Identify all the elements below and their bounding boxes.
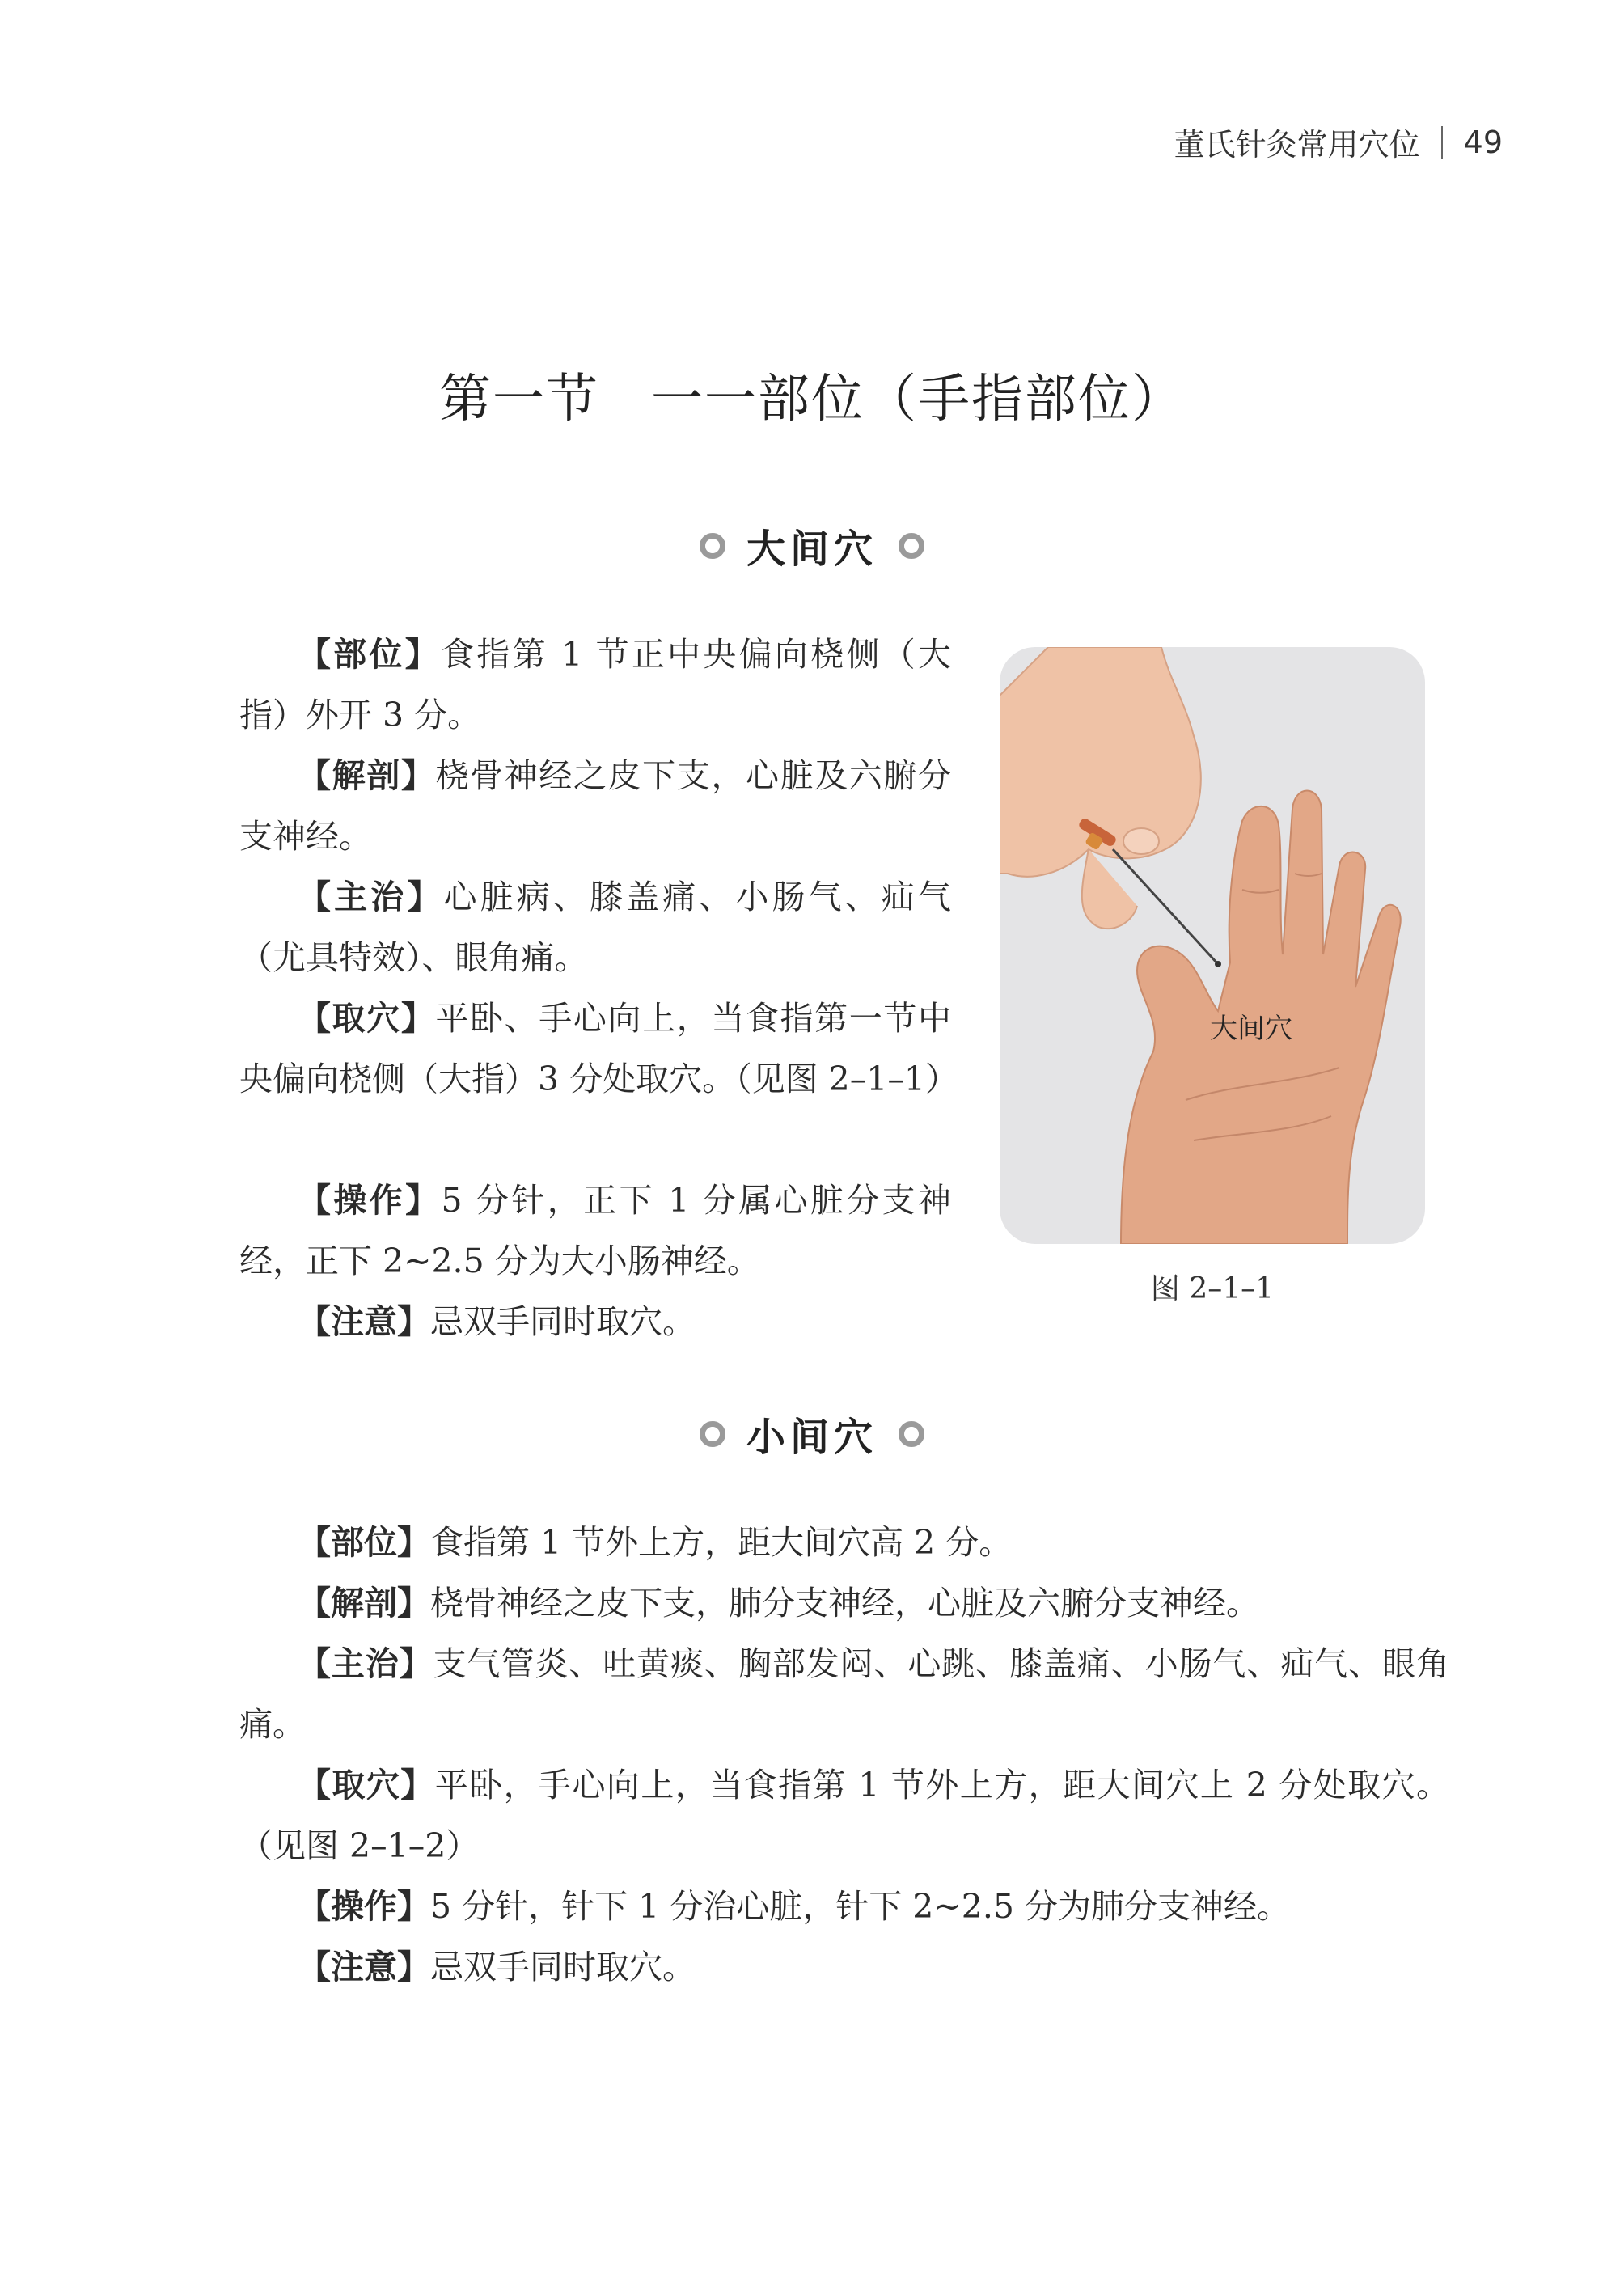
figure-hand-photo [1000, 647, 1425, 1244]
paragraph-caution: 【注意】忌双手同时取穴。 [298, 1302, 696, 1341]
running-title: 董氏针灸常用穴位 [1174, 127, 1420, 163]
paragraph-location: 【部位】食指第 1 节正中央偏向桡侧（大指）外开 3 分。 [239, 635, 951, 734]
paragraph-locating: 【取穴】平卧、手心向上，当食指第一节中央偏向桡侧（大指）3 分处取穴。（见图 2–1–1） [239, 999, 958, 1098]
running-header [1174, 120, 1503, 164]
figure-point-label: 大间穴 [1210, 1013, 1292, 1045]
paragraph-caution: 【注意】忌双手同时取穴。 [298, 1948, 696, 1986]
point-heading-dajian [0, 518, 1624, 573]
paragraph-operation: 【操作】5 分针，正下 1 分属心脏分支神经，正下 2~2.5 分为大小肠神经。 [239, 1181, 951, 1280]
point-name: 小间穴 [746, 1415, 878, 1460]
section-title [0, 357, 1624, 432]
bullet-icon [899, 1421, 924, 1447]
page-number: 49 [1463, 124, 1503, 160]
bullet-icon [700, 533, 725, 559]
paragraph-operation: 【操作】5 分针，针下 1 分治心脏，针下 2~2.5 分为肺分支神经。 [298, 1887, 1290, 1926]
section-number: 第一节 [439, 370, 599, 429]
paragraph-indications: 【主治】支气管炎、吐黄痰、胸部发闷、心跳、膝盖痛、小肠气、疝气、眼角痛。 [239, 1644, 1450, 1744]
paragraph-anatomy: 【解剖】桡骨神经之皮下支，肺分支神经，心脏及六腑分支神经。 [298, 1584, 1259, 1622]
paragraph-indications: 【主治】心脏病、膝盖痛、小肠气、疝气（尤具特效）、眼角痛。 [239, 878, 952, 977]
paragraph-locating: 【取穴】平卧，手心向上，当食指第 1 节外上方，距大间穴上 2 分处取穴。（见图 2–1–2） [239, 1766, 1449, 1865]
bullet-icon [899, 533, 924, 559]
header-divider [1441, 126, 1443, 159]
point-name: 大间穴 [746, 527, 878, 572]
point-heading-xiaojian [0, 1406, 1624, 1462]
bullet-icon [700, 1421, 725, 1447]
figure-caption: 图 2–1–1 [1150, 1272, 1275, 1305]
paragraph-anatomy: 【解剖】桡骨神经之皮下支，心脏及六腑分支神经。 [239, 756, 952, 856]
paragraph-location: 【部位】食指第 1 节外上方，距大间穴高 2 分。 [298, 1523, 1013, 1562]
hand-illustration [1000, 647, 1425, 1244]
section-name: 一一部位（手指部位） [651, 370, 1185, 429]
